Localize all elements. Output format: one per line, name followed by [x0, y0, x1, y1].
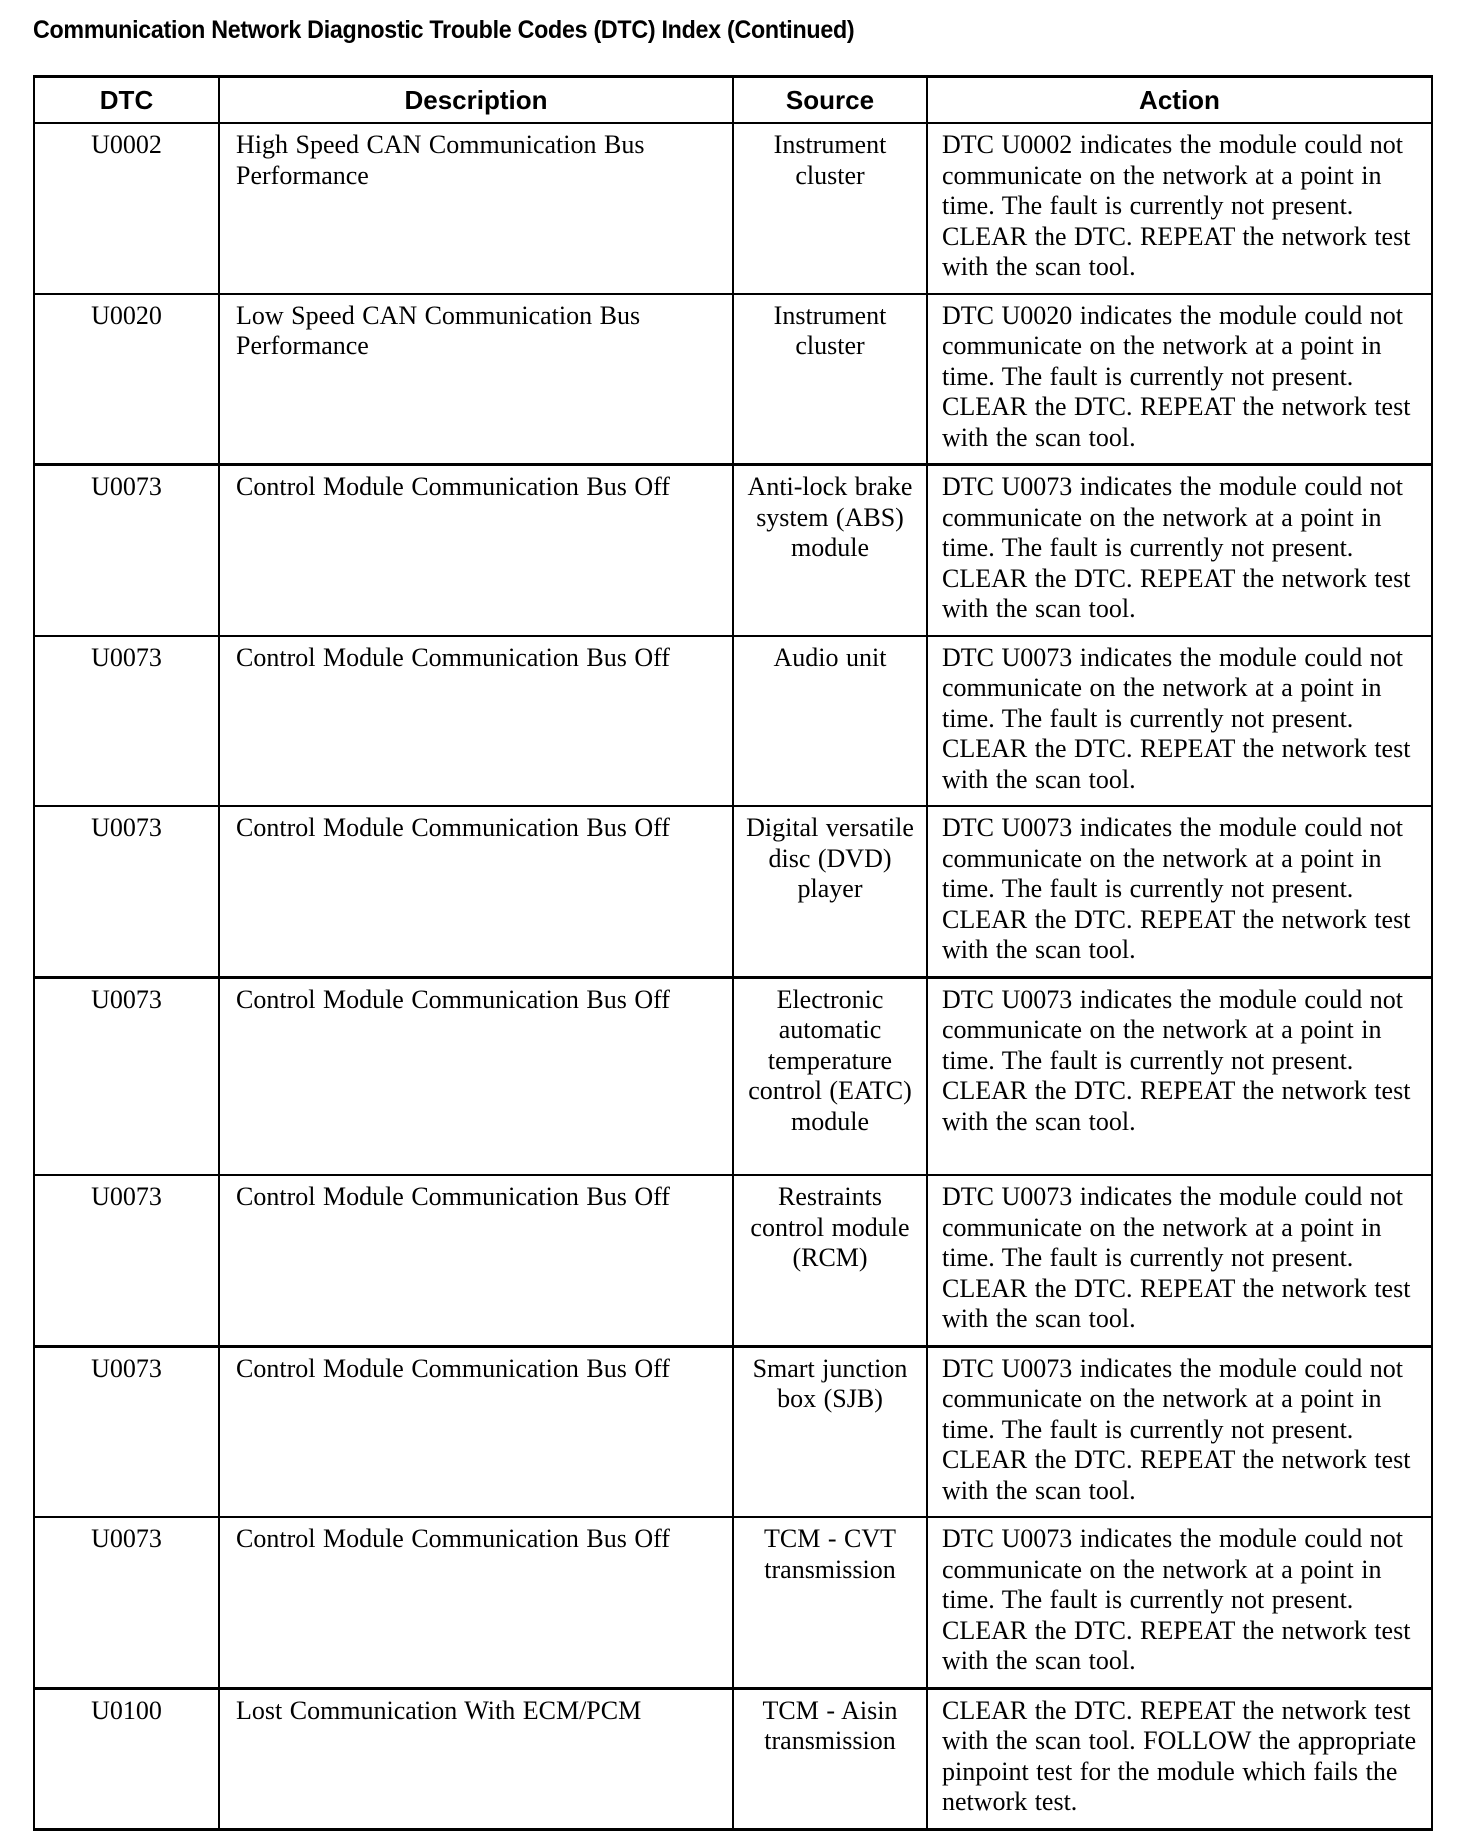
dtc-code: U0073	[34, 636, 219, 807]
dtc-index-table	[33, 75, 1433, 1831]
table-row	[34, 806, 1432, 977]
dtc-description: Control Module Communication Bus Off	[219, 806, 733, 977]
header-source: Source	[733, 77, 927, 124]
table-row	[34, 636, 1432, 807]
dtc-action: DTC U0020 indicates the module could not communicate on the network at a point in time. The fault is currently not present. CLEAR the DTC. REPEAT the network test with the scan tool.	[927, 294, 1432, 465]
dtc-code: U0100	[34, 1688, 219, 1829]
header-action: Action	[927, 77, 1432, 124]
dtc-source: Instrument cluster	[733, 294, 927, 465]
dtc-action: DTC U0073 indicates the module could not communicate on the network at a point in time. The fault is currently not present. CLEAR the DTC. REPEAT the network test with the scan tool.	[927, 636, 1432, 807]
dtc-action: DTC U0073 indicates the module could not communicate on the network at a point in time. The fault is currently not present. CLEAR the DTC. REPEAT the network test with the scan tool.	[927, 806, 1432, 977]
header-dtc: DTC	[34, 77, 219, 124]
table-row	[34, 465, 1432, 636]
dtc-source: Instrument cluster	[733, 123, 927, 294]
dtc-action: DTC U0073 indicates the module could not communicate on the network at a point in time. The fault is currently not present. CLEAR the DTC. REPEAT the network test with the scan tool.	[927, 1175, 1432, 1346]
dtc-source: Electronic automatic temperature control (EATC) module	[733, 977, 927, 1175]
dtc-code: U0073	[34, 977, 219, 1175]
dtc-source: Restraints control module (RCM)	[733, 1175, 927, 1346]
dtc-code: U0020	[34, 294, 219, 465]
dtc-source: TCM - Aisin transmission	[733, 1688, 927, 1829]
dtc-code: U0073	[34, 1175, 219, 1346]
table-row	[34, 1688, 1432, 1829]
dtc-action: DTC U0073 indicates the module could not communicate on the network at a point in time. The fault is currently not present. CLEAR the DTC. REPEAT the network test with the scan tool.	[927, 1517, 1432, 1688]
dtc-source: Digital versatile disc (DVD) player	[733, 806, 927, 977]
header-description: Description	[219, 77, 733, 124]
dtc-description: Lost Communication With ECM/PCM	[219, 1688, 733, 1829]
dtc-action: DTC U0002 indicates the module could not communicate on the network at a point in time. The fault is currently not present. CLEAR the DTC. REPEAT the network test with the scan tool.	[927, 123, 1432, 294]
table-row	[34, 977, 1432, 1175]
dtc-description: Control Module Communication Bus Off	[219, 977, 733, 1175]
table-row	[34, 294, 1432, 465]
dtc-description: High Speed CAN Communication Bus Performance	[219, 123, 733, 294]
dtc-description: Control Module Communication Bus Off	[219, 465, 733, 636]
dtc-description: Control Module Communication Bus Off	[219, 1175, 733, 1346]
table-row	[34, 1517, 1432, 1688]
dtc-code: U0073	[34, 1346, 219, 1517]
table-row	[34, 1346, 1432, 1517]
dtc-source: Smart junction box (SJB)	[733, 1346, 927, 1517]
dtc-description: Control Module Communication Bus Off	[219, 1517, 733, 1688]
dtc-source: TCM - CVT transmission	[733, 1517, 927, 1688]
dtc-action: DTC U0073 indicates the module could not communicate on the network at a point in time. The fault is currently not present. CLEAR the DTC. REPEAT the network test with the scan tool.	[927, 977, 1432, 1175]
dtc-description: Control Module Communication Bus Off	[219, 636, 733, 807]
dtc-code: U0002	[34, 123, 219, 294]
dtc-description: Control Module Communication Bus Off	[219, 1346, 733, 1517]
table-header-row	[34, 77, 1432, 124]
dtc-source: Audio unit	[733, 636, 927, 807]
dtc-source: Anti-lock brake system (ABS) module	[733, 465, 927, 636]
dtc-action: DTC U0073 indicates the module could not communicate on the network at a point in time. The fault is currently not present. CLEAR the DTC. REPEAT the network test with the scan tool.	[927, 1346, 1432, 1517]
dtc-code: U0073	[34, 806, 219, 977]
table-row	[34, 1175, 1432, 1346]
dtc-description: Low Speed CAN Communication Bus Performance	[219, 294, 733, 465]
dtc-code: U0073	[34, 1517, 219, 1688]
dtc-code: U0073	[34, 465, 219, 636]
dtc-action: CLEAR the DTC. REPEAT the network test with the scan tool. FOLLOW the appropriate pinpoint test for the module which fails the network test.	[927, 1688, 1432, 1829]
page-title: Communication Network Diagnostic Trouble Codes (DTC) Index (Continued)	[33, 16, 855, 44]
dtc-action: DTC U0073 indicates the module could not communicate on the network at a point in time. The fault is currently not present. CLEAR the DTC. REPEAT the network test with the scan tool.	[927, 465, 1432, 636]
table-row	[34, 123, 1432, 294]
